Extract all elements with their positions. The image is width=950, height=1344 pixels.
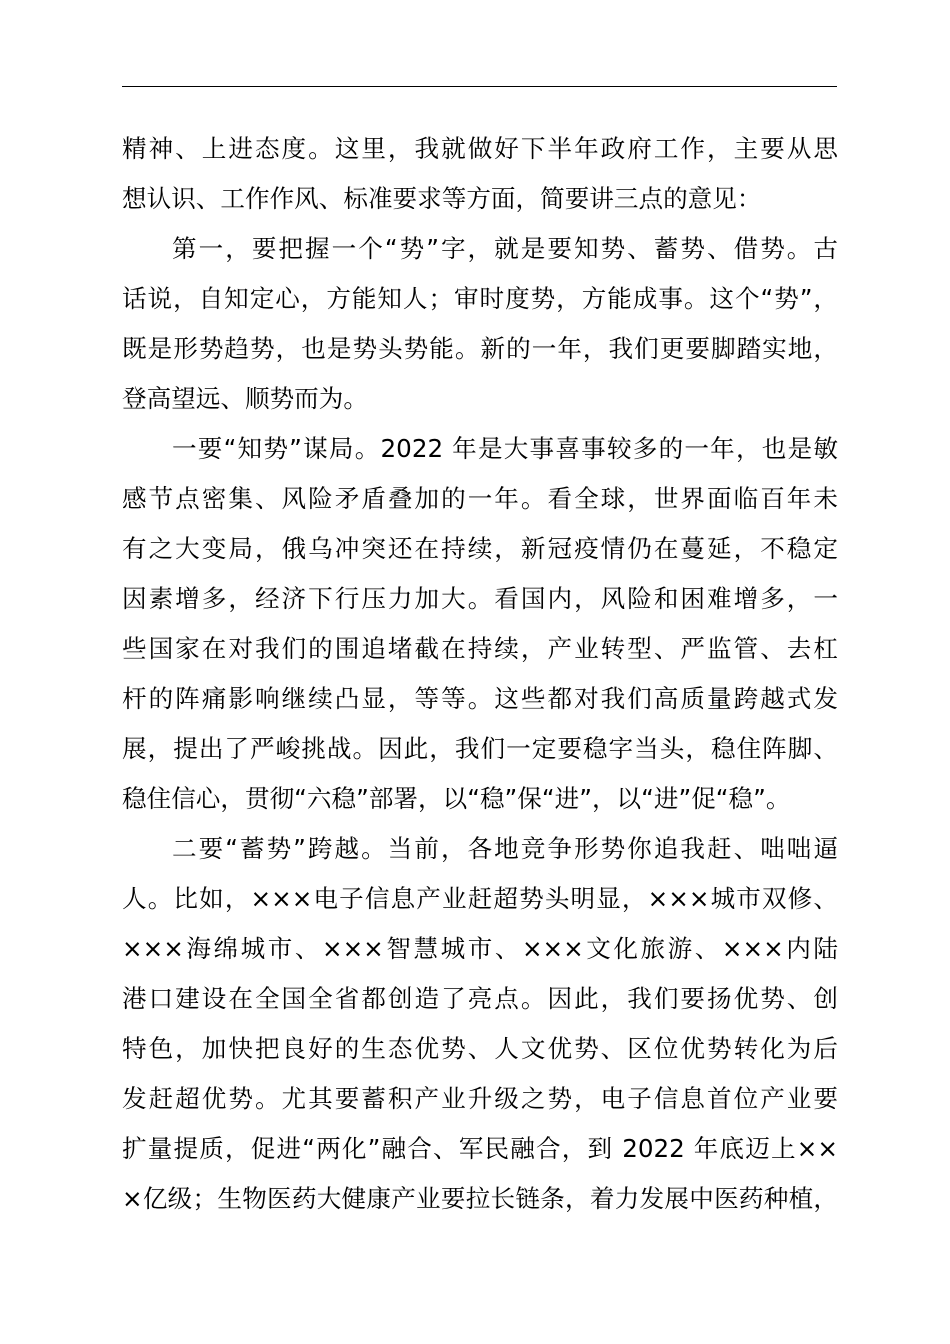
- text-line: ×亿级；生物医药大健康产业要拉长链条，着力发展中医药种植，: [122, 1184, 838, 1213]
- paragraph-first-line: 一要“知势”谋局。2022 年是大事喜事较多的一年，也是敏: [172, 434, 838, 463]
- text-line: 有之大变局，俄乌冲突还在持续，新冠疫情仍在蔓延，不稳定: [122, 534, 838, 563]
- text-line: 既是形势趋势，也是势头势能。新的一年，我们更要脚踏实地，: [122, 334, 838, 363]
- text-line: 感节点密集、风险矛盾叠加的一年。看全球，世界面临百年未: [122, 484, 838, 513]
- text-line: 想认识、工作作风、标准要求等方面，简要讲三点的意见：: [122, 184, 762, 213]
- document-body: [122, 124, 842, 1224]
- text-line: 展，提出了严峻挑战。因此，我们一定要稳字当头，稳住阵脚、: [122, 734, 838, 763]
- text-line: 话说，自知定心，方能知人；审时度势，方能成事。这个“势”，: [122, 284, 839, 313]
- text-line: 稳住信心，贯彻“六稳”部署，以“稳”保“进”，以“进”促“稳”。: [122, 784, 791, 813]
- header-rule: [122, 86, 837, 87]
- text-line: 特色，加快把良好的生态优势、人文优势、区位优势转化为后: [122, 1034, 838, 1063]
- text-line: 扩量提质，促进“两化”融合、军民融合，到 2022 年底迈上××: [122, 1134, 838, 1163]
- paragraph-first-line: 第一，要把握一个“势”字，就是要知势、蓄势、借势。古: [172, 234, 838, 263]
- text-line: 杆的阵痛影响继续凸显，等等。这些都对我们高质量跨越式发: [122, 684, 838, 713]
- text-line: 登高望远、顺势而为。: [122, 384, 368, 413]
- text-line: 些国家在对我们的围追堵截在持续，产业转型、严监管、去杠: [122, 634, 838, 663]
- text-line: 精神、上进态度。这里，我就做好下半年政府工作，主要从思: [122, 134, 838, 163]
- text-line: 发赶超优势。尤其要蓄积产业升级之势，电子信息首位产业要: [122, 1084, 838, 1113]
- text-line: ×××海绵城市、×××智慧城市、×××文化旅游、×××内陆: [122, 934, 838, 963]
- paragraph-first-line: 二要“蓄势”跨越。当前，各地竞争形势你追我赶、咄咄逼: [172, 834, 838, 863]
- text-line: 因素增多，经济下行压力加大。看国内，风险和困难增多，一: [122, 584, 838, 613]
- text-line: 人。比如，×××电子信息产业赶超势头明显，×××城市双修、: [122, 884, 838, 913]
- text-line: 港口建设在全国全省都创造了亮点。因此，我们要扬优势、创: [122, 984, 838, 1013]
